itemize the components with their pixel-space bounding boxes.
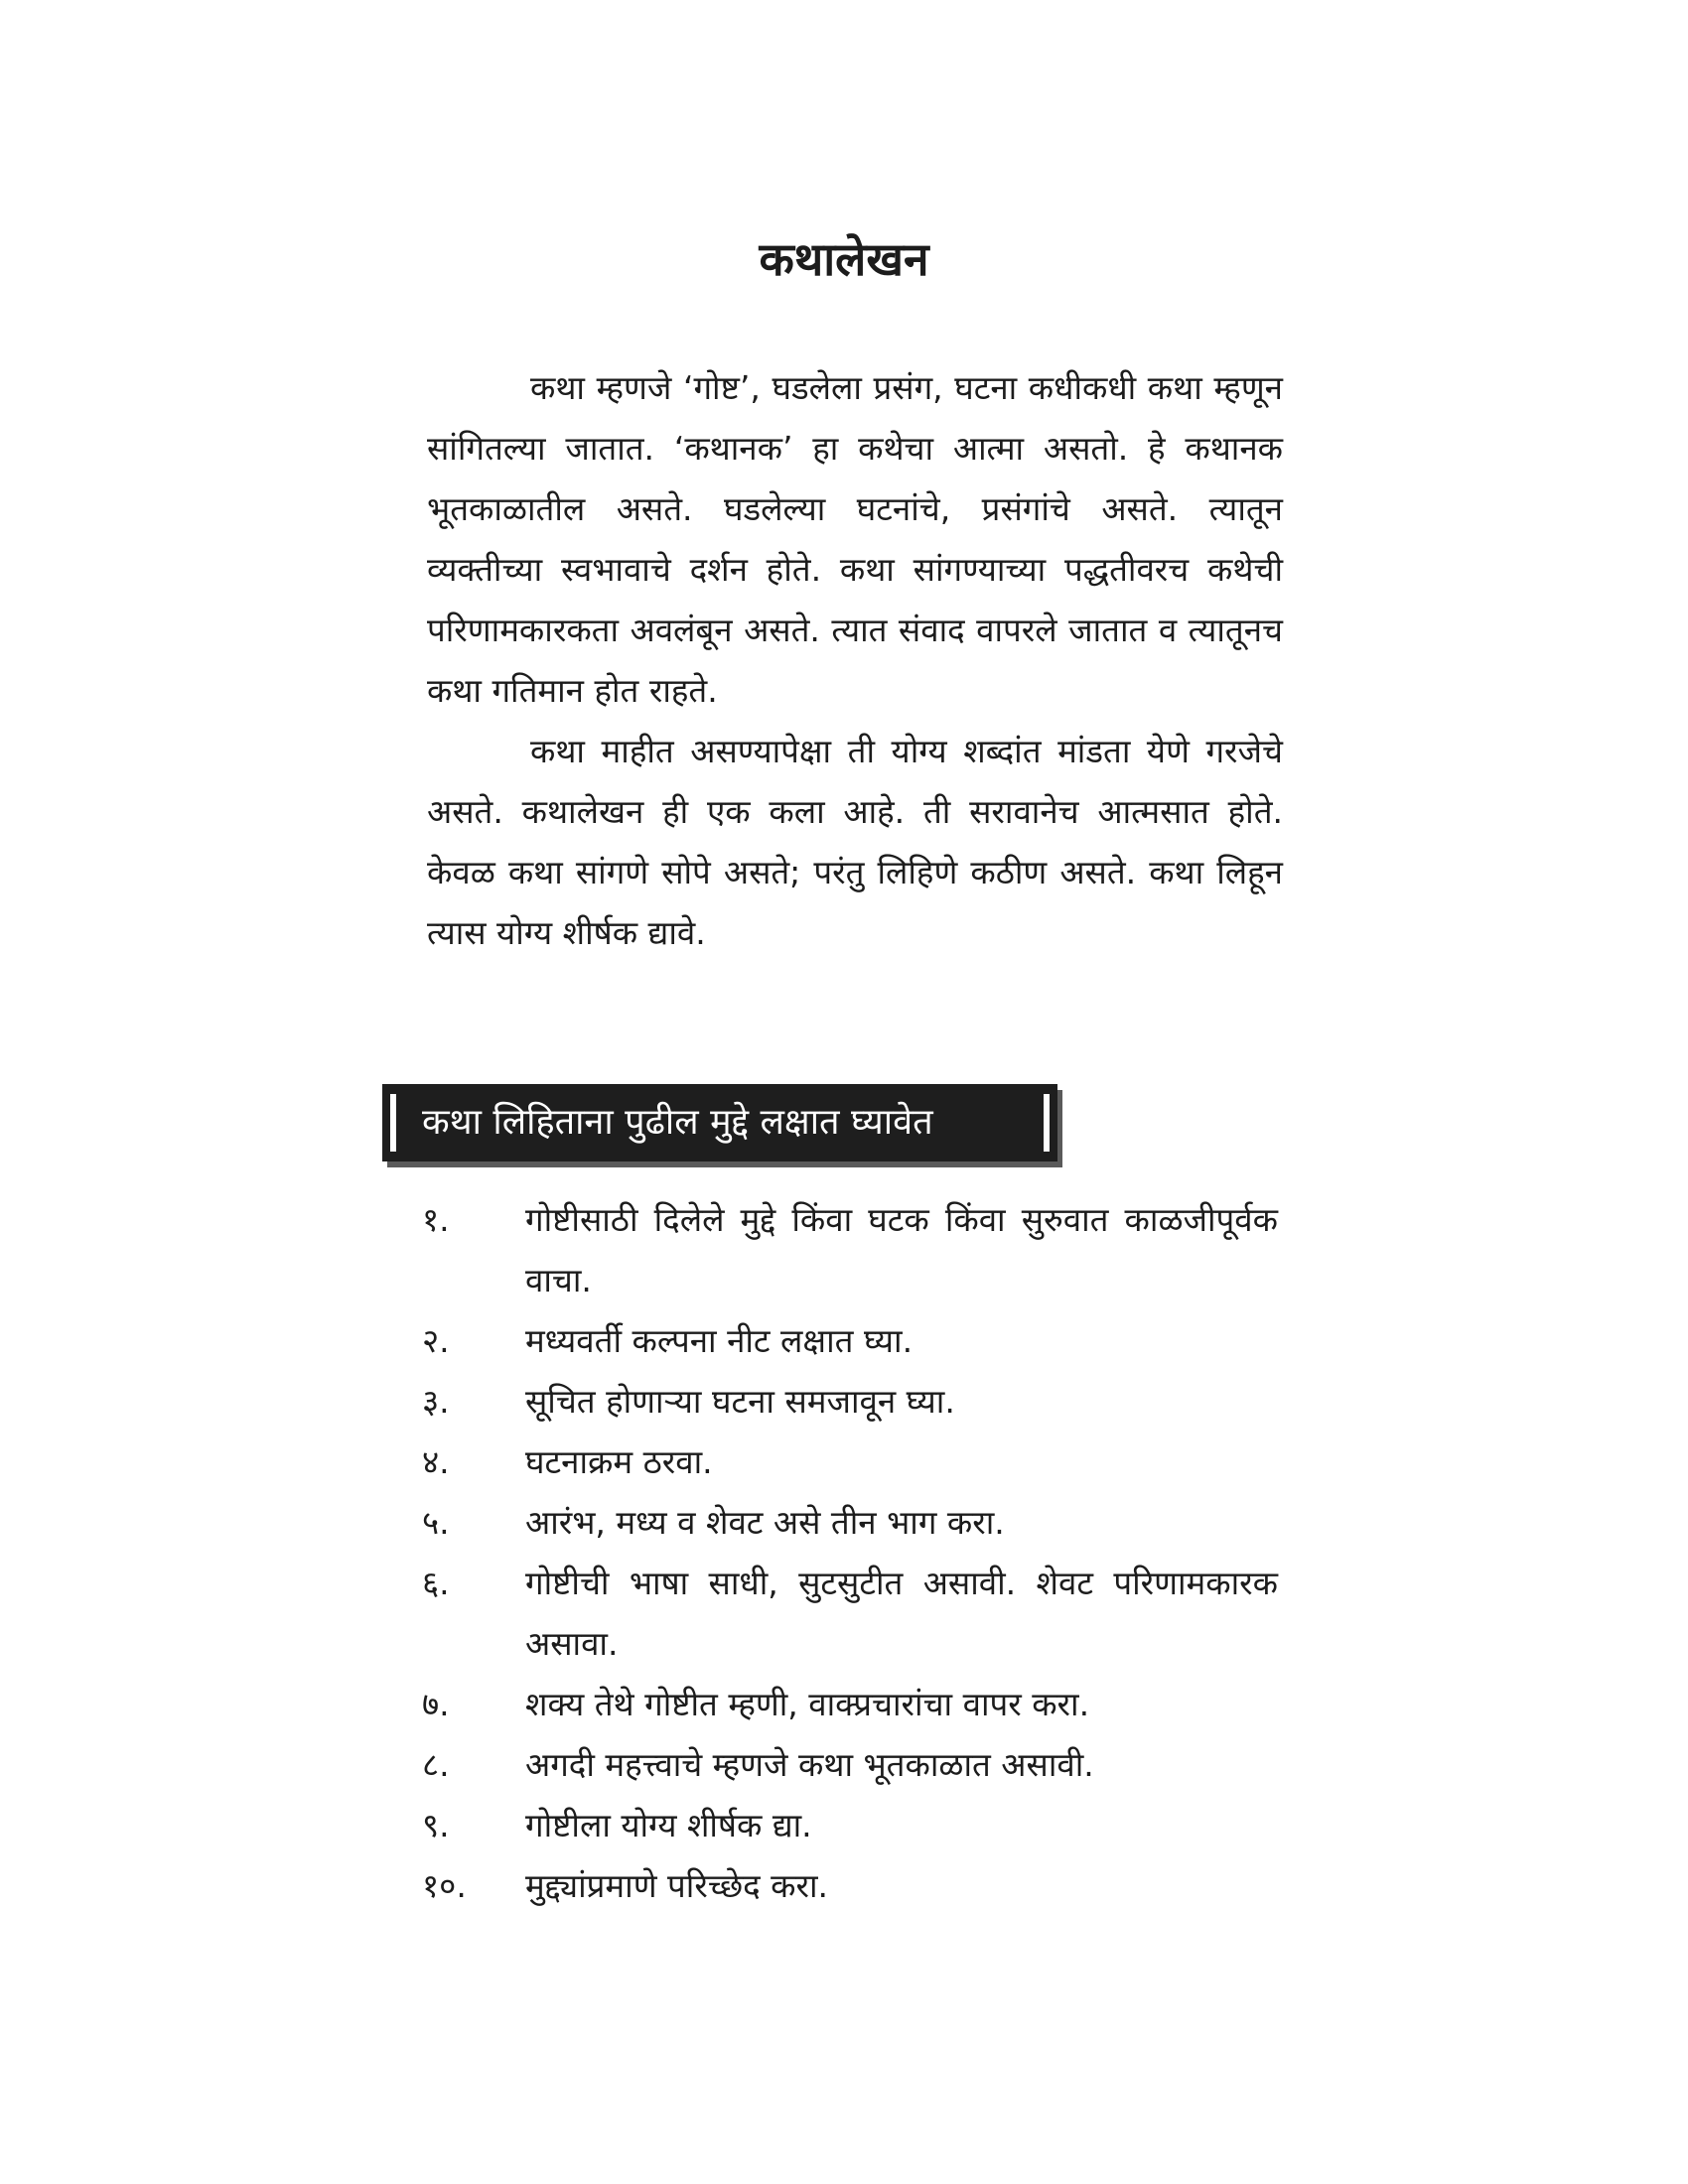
list-item (422, 1553, 1278, 1674)
list-item (422, 1189, 1278, 1310)
list-item (422, 1371, 1278, 1432)
intro-paragraph: कथा म्हणजे ‘गोष्ट’, घडलेला प्रसंग, घटना कधीकधी कथा म्हणून सांगितल्या जातात. ‘कथानक’ हा कथेचा आत्मा असतो. हे कथानक भूतकाळातील असते. घडलेल्या घटनांचे, प्रसंगांचे असते. त्यातून व्यक्तीच्या स्वभावाचे दर्शन होते. कथा सांगण्याच्या पद्धतीवरच कथेची परिणामकारकता अवलंबून असते. त्यात संवाद वापरले जातात व त्यातूनच कथा गतिमान होत राहते. (427, 368, 1283, 710)
list-item (422, 1734, 1278, 1795)
list-item-number: १. (422, 1200, 450, 1239)
list-item-text: मुद्द्यांप्रमाणे परिच्छेद करा. (525, 1866, 829, 1905)
list-item (422, 1795, 1278, 1855)
points-list (422, 1189, 1278, 1916)
list-item-number: ३. (422, 1382, 450, 1421)
page-title: कथालेखन (759, 231, 929, 286)
list-item-text: सूचित होणाऱ्या घटना समजावून घ्या. (525, 1382, 955, 1421)
list-item-number: ५. (422, 1503, 450, 1542)
list-item-text: गोष्टीसाठी दिलेले मुद्दे किंवा घटक किंवा सुरुवात काळजीपूर्वक वाचा. (525, 1200, 1278, 1299)
list-item-text: शक्य तेथे गोष्टीत म्हणी, वाक्प्रचारांचा वापर करा. (525, 1685, 1090, 1723)
intro-text (427, 357, 1283, 963)
list-item-text: आरंभ, मध्य व शेवट असे तीन भाग करा. (525, 1503, 1005, 1542)
list-item-number: ८. (422, 1745, 450, 1784)
list-item-number: ९. (422, 1806, 450, 1844)
list-item (422, 1492, 1278, 1553)
list-item-text: मध्यवर्ती कल्पना नीट लक्षात घ्या. (525, 1321, 914, 1360)
list-item-text: घटनाक्रम ठरवा. (525, 1442, 713, 1481)
list-item (422, 1432, 1278, 1492)
list-item (422, 1855, 1278, 1916)
section-heading-banner (382, 1084, 1057, 1161)
list-item (422, 1674, 1278, 1734)
list-item-number: ४. (422, 1442, 450, 1481)
list-item-number: २. (422, 1321, 450, 1360)
list-item-text: गोष्टीला योग्य शीर्षक द्या. (525, 1806, 812, 1844)
section-heading-label: कथा लिहिताना पुढील मुद्दे लक्षात घ्यावेत (422, 1102, 933, 1143)
list-item-number: ६. (422, 1564, 450, 1602)
intro-paragraph: कथा माहीत असण्यापेक्षा ती योग्य शब्दांत मांडता येणे गरजेचे असते. कथालेखन ही एक कला आहे. ती सरावानेच आत्मसात होते. केवळ कथा सांगणे सोपे असते; परंतु लिहिणे कठीण असते. कथा लिहून त्यास योग्य शीर्षक द्यावे. (427, 732, 1283, 952)
list-item-text: गोष्टीची भाषा साधी, सुटसुटीत असावी. शेवट परिणामकारक असावा. (525, 1564, 1278, 1663)
list-item-number: ७. (422, 1685, 450, 1723)
list-item-number: १०. (422, 1866, 467, 1905)
list-item-text: अगदी महत्त्वाचे म्हणजे कथा भूतकाळात असावी. (525, 1745, 1094, 1784)
list-item (422, 1310, 1278, 1371)
